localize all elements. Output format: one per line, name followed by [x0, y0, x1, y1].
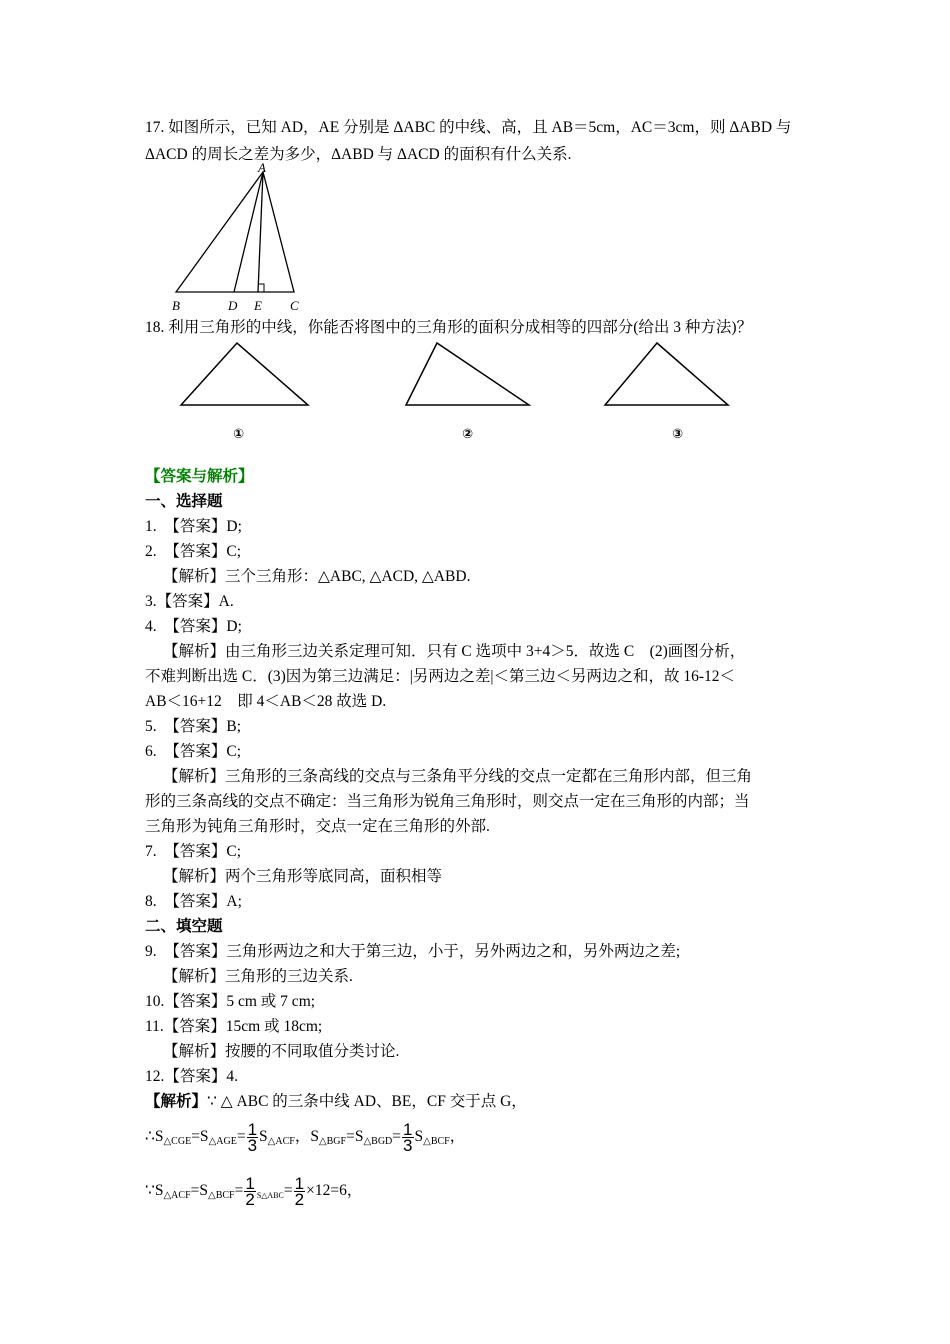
- triangle-abc: [176, 172, 294, 292]
- answer-1: 1. 【答案】D;: [145, 518, 242, 535]
- f1-therefore: ∴S: [145, 1128, 164, 1146]
- answer-6-explanation-1: 【解析】三角形的三条高线的交点与三条角平分线的交点一定都在三角形内部，但三角: [163, 768, 753, 785]
- f2-num1: 1: [245, 1174, 255, 1193]
- f1-mid: ，S: [294, 1128, 319, 1146]
- caption-1: ①: [233, 427, 245, 442]
- label-b: B: [172, 298, 180, 313]
- answer-5: 5. 【答案】B;: [145, 718, 242, 735]
- answer-4-explanation-3: AB＜16+12 即 4＜AB＜28 故选 D.: [145, 693, 387, 710]
- f2-because: ∵S: [145, 1182, 164, 1200]
- section-fill: 二、填空题: [145, 918, 223, 935]
- caption-3: ③: [672, 427, 684, 442]
- fraction-one-third-2: [402, 1122, 413, 1153]
- answer-3: 3.【答案】A.: [145, 593, 234, 610]
- explanation-label: 【解析】: [145, 1093, 208, 1110]
- f1-end: ，: [449, 1128, 466, 1146]
- f1-eq2: =: [236, 1128, 246, 1146]
- f1-num2: 1: [403, 1120, 413, 1139]
- label-d: D: [228, 298, 238, 313]
- formula-2: [145, 1176, 362, 1207]
- answers-heading: 【答案与解析】: [145, 468, 254, 485]
- explanation-text: ∵ △ ABC 的三条中线 AD、BE，CF 交于点 G，: [207, 1093, 527, 1110]
- f1-sub-age: △AGE: [208, 1136, 237, 1148]
- answer-12-explanation: [145, 1092, 527, 1112]
- answer-6-explanation-2: 形的三条高线的交点不确定：当三角形为锐角三角形时，则交点一定在三角形的内部；当: [145, 793, 750, 810]
- f1-sub-cge: △CGE: [163, 1136, 192, 1148]
- f2-sub-bcf: △BCF: [208, 1190, 235, 1202]
- f2-eq1: =S: [190, 1182, 209, 1200]
- f1-eq1: =S: [191, 1128, 209, 1146]
- answer-12: 12.【答案】4.: [145, 1068, 239, 1085]
- answer-6-explanation-3: 三角形为钝角三角形时，交点一定在三角形的外部.: [145, 818, 490, 835]
- f1-den2: 3: [403, 1136, 413, 1155]
- answer-9: 9. 【答案】三角形两边之和大于第三边，小于，另外两边之和，另外两边之差;: [145, 943, 681, 960]
- q18-triangle-3: [600, 338, 740, 448]
- q18-triangle-1: [175, 338, 315, 448]
- f1-sub-bgf: △BGF: [318, 1136, 347, 1148]
- q17-triangle-figure: [168, 160, 308, 315]
- label-c: C: [290, 298, 299, 313]
- label-a: A: [258, 160, 266, 175]
- answer-9-explanation: 【解析】三角形的三边关系.: [163, 968, 353, 985]
- f2-tail: ×12=6，: [306, 1182, 363, 1200]
- f1-eq4: =: [392, 1128, 402, 1146]
- f1-eq3: =S: [346, 1128, 364, 1146]
- f2-den1: 2: [245, 1190, 255, 1209]
- section-choice: 一、选择题: [145, 493, 223, 510]
- q17-line2: ΔACD 的周长之差为多少，ΔABD 与 ΔACD 的面积有什么关系.: [145, 146, 572, 163]
- fraction-one-half-2: [294, 1176, 305, 1207]
- f1-s: S: [259, 1128, 268, 1146]
- f2-s: S: [256, 1191, 262, 1201]
- answer-4: 4. 【答案】D;: [145, 618, 242, 635]
- label-e: E: [254, 298, 262, 313]
- f1-s2: S: [414, 1128, 424, 1146]
- answer-6: 6. 【答案】C;: [145, 743, 242, 760]
- f2-den2: 2: [294, 1190, 305, 1209]
- answer-11: 11.【答案】15cm 或 18cm;: [145, 1018, 323, 1035]
- answer-7: 7. 【答案】C;: [145, 843, 242, 860]
- formula-1: [145, 1122, 465, 1153]
- f2-sub-abc: △ABC: [261, 1191, 284, 1201]
- answer-2-explanation: 【解析】三个三角形：△ABC, △ACD, △ABD.: [163, 568, 471, 585]
- f1-num1: 1: [247, 1120, 258, 1139]
- f2-eq3: =: [283, 1182, 293, 1200]
- caption-2: ②: [462, 427, 474, 442]
- f2-eq2: =: [234, 1182, 244, 1200]
- f2-sub-acf: △ACF: [163, 1190, 191, 1202]
- q17-line1: 17. 如图所示，已知 AD，AE 分别是 ΔABC 的中线、高，且 AB＝5cm，AC＝3cm，则 ΔABD 与: [145, 119, 792, 136]
- fraction-one-half: [244, 1176, 255, 1207]
- answer-11-explanation: 【解析】按腰的不同取值分类讨论.: [163, 1043, 400, 1060]
- answer-4-explanation-2: 不难判断出选 C．(3)因为第三边满足：|另两边之差|＜第三边＜另两边之和，故 16-12＜: [145, 668, 736, 685]
- q18-text: 18. 利用三角形的中线，你能否将图中的三角形的面积分成相等的四部分(给出 3 种方法)？: [145, 319, 753, 336]
- answer-7-explanation: 【解析】两个三角形等底同高，面积相等: [163, 868, 443, 885]
- answer-8: 8. 【答案】A;: [145, 893, 242, 910]
- fraction-one-third: [247, 1122, 258, 1153]
- answer-2: 2. 【答案】C;: [145, 543, 242, 560]
- f1-sub-acf: △ACF: [267, 1136, 295, 1148]
- f1-sub-bcf: △BCF: [423, 1136, 450, 1148]
- f1-sub-bgd: △BGD: [363, 1136, 393, 1148]
- q18-triangle-2: [400, 338, 540, 448]
- f2-num2: 1: [294, 1174, 305, 1193]
- answer-4-explanation-1: 【解析】由三角形三边关系定理可知．只有 C 选项中 3+4＞5．故选 C (2)画图分析，: [163, 643, 746, 660]
- answer-10: 10.【答案】5 cm 或 7 cm;: [145, 993, 316, 1010]
- f1-den1: 3: [247, 1136, 258, 1155]
